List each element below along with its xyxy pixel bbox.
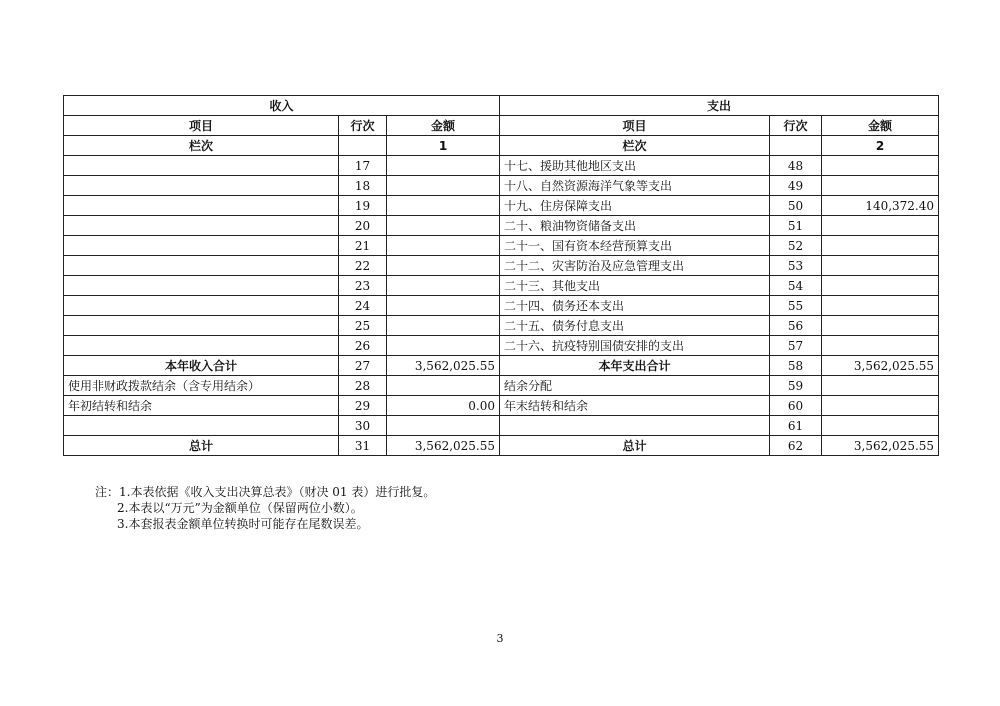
table-row [64,316,939,336]
income-expense-table [63,95,939,456]
table-row [64,236,939,256]
expense-amount-cell [822,216,939,236]
expense-line-cell: 51 [770,216,822,236]
income-item-cell [64,176,339,196]
income-index-label: 栏次 [64,136,339,156]
expense-item-cell: 十九、住房保障支出 [500,196,770,216]
income-amount-cell [387,296,500,316]
expense-line-cell: 49 [770,176,822,196]
income-index-line [339,136,387,156]
table-row [64,276,939,296]
expense-index-line [770,136,822,156]
income-amount-cell [387,176,500,196]
income-index-col: 1 [387,136,500,156]
grand-total-row [64,436,939,456]
table-row [64,256,939,276]
expense-item-cell: 二十六、抗疫特别国债安排的支出 [500,336,770,356]
table-row [64,376,939,396]
expense-item-cell: 二十五、债务付息支出 [500,316,770,336]
expense-item-header: 项目 [500,116,770,136]
expense-amount-cell [822,236,939,256]
income-section-header: 收入 [64,96,500,116]
table-body-after-total [64,376,939,436]
income-line-cell: 19 [339,196,387,216]
expense-item-cell: 十七、援助其他地区支出 [500,156,770,176]
notes [95,484,435,532]
expense-annual-total-amount: 3,562,025.55 [822,356,939,376]
income-annual-total-amount: 3,562,025.55 [387,356,500,376]
expense-amount-cell [822,156,939,176]
expense-amount-cell [822,176,939,196]
income-line-cell: 30 [339,416,387,436]
expense-amount-cell [822,376,939,396]
income-amount-cell [387,376,500,396]
expense-index-label: 栏次 [500,136,770,156]
expense-item-cell: 年末结转和结余 [500,396,770,416]
income-grand-total-line: 31 [339,436,387,456]
table-row [64,216,939,236]
expense-line-cell: 50 [770,196,822,216]
expense-item-cell: 十八、自然资源海洋气象等支出 [500,176,770,196]
column-header-row [64,116,939,136]
expense-amount-header: 金额 [822,116,939,136]
income-annual-total-label: 本年收入合计 [64,356,339,376]
income-annual-total-line: 27 [339,356,387,376]
expense-line-cell: 60 [770,396,822,416]
budget-sheet [63,95,938,456]
note-line: 2.本表以“万元”为金额单位（保留两位小数）。 [117,501,363,515]
expense-item-cell: 结余分配 [500,376,770,396]
note-line: 3.本套报表金额单位转换时可能存在尾数误差。 [117,517,369,531]
expense-item-cell: 二十二、灾害防治及应急管理支出 [500,256,770,276]
expense-line-cell: 53 [770,256,822,276]
income-line-cell: 21 [339,236,387,256]
income-line-cell: 26 [339,336,387,356]
table-row [64,336,939,356]
income-item-cell [64,316,339,336]
table-row [64,156,939,176]
expense-index-col: 2 [822,136,939,156]
income-amount-cell [387,336,500,356]
income-line-cell: 25 [339,316,387,336]
income-amount-cell [387,416,500,436]
income-item-header: 项目 [64,116,339,136]
column-index-row [64,136,939,156]
income-amount-cell [387,196,500,216]
table-row [64,196,939,216]
expense-amount-cell [822,296,939,316]
page-number: 3 [496,632,504,645]
expense-amount-cell [822,316,939,336]
income-amount-cell [387,256,500,276]
expense-line-cell: 54 [770,276,822,296]
income-item-cell: 年初结转和结余 [64,396,339,416]
income-item-cell [64,156,339,176]
income-line-cell: 29 [339,396,387,416]
income-line-cell: 24 [339,296,387,316]
income-amount-cell [387,216,500,236]
income-item-cell [64,196,339,216]
expense-amount-cell [822,396,939,416]
income-item-cell [64,216,339,236]
expense-line-cell: 55 [770,296,822,316]
table-row [64,396,939,416]
note-line: 注：1.本表依据《收入支出决算总表》（财决 01 表）进行批复。 [95,485,436,499]
expense-line-cell: 59 [770,376,822,396]
expense-line-cell: 52 [770,236,822,256]
income-amount-cell [387,156,500,176]
income-amount-cell [387,236,500,256]
income-item-cell [64,256,339,276]
income-line-cell: 23 [339,276,387,296]
expense-amount-cell [822,276,939,296]
income-line-header: 行次 [339,116,387,136]
expense-line-cell: 57 [770,336,822,356]
table-row [64,296,939,316]
expense-grand-total-line: 62 [770,436,822,456]
expense-annual-total-line: 58 [770,356,822,376]
income-line-cell: 18 [339,176,387,196]
income-line-cell: 17 [339,156,387,176]
expense-amount-cell [822,416,939,436]
expense-line-cell: 61 [770,416,822,436]
income-item-cell [64,296,339,316]
expense-item-cell [500,416,770,436]
income-line-cell: 28 [339,376,387,396]
income-amount-header: 金额 [387,116,500,136]
expense-line-header: 行次 [770,116,822,136]
expense-item-cell: 二十三、其他支出 [500,276,770,296]
income-amount-cell: 0.00 [387,396,500,416]
table-row [64,176,939,196]
expense-amount-cell [822,256,939,276]
income-item-cell: 使用非财政拨款结余（含专用结余） [64,376,339,396]
expense-grand-total-amount: 3,562,025.55 [822,436,939,456]
expense-section-header: 支出 [500,96,939,116]
income-item-cell [64,276,339,296]
section-header-row [64,96,939,116]
income-amount-cell [387,316,500,336]
income-grand-total-label: 总计 [64,436,339,456]
income-amount-cell [387,276,500,296]
expense-item-cell: 二十、粮油物资储备支出 [500,216,770,236]
table-body [64,156,939,356]
income-item-cell [64,236,339,256]
expense-item-cell: 二十四、债务还本支出 [500,296,770,316]
income-line-cell: 20 [339,216,387,236]
annual-total-row [64,356,939,376]
expense-line-cell: 48 [770,156,822,176]
table-row [64,416,939,436]
expense-amount-cell [822,336,939,356]
income-item-cell [64,416,339,436]
income-grand-total-amount: 3,562,025.55 [387,436,500,456]
expense-amount-cell: 140,372.40 [822,196,939,216]
expense-annual-total-label: 本年支出合计 [500,356,770,376]
expense-grand-total-label: 总计 [500,436,770,456]
income-item-cell [64,336,339,356]
expense-item-cell: 二十一、国有资本经营预算支出 [500,236,770,256]
income-line-cell: 22 [339,256,387,276]
expense-line-cell: 56 [770,316,822,336]
